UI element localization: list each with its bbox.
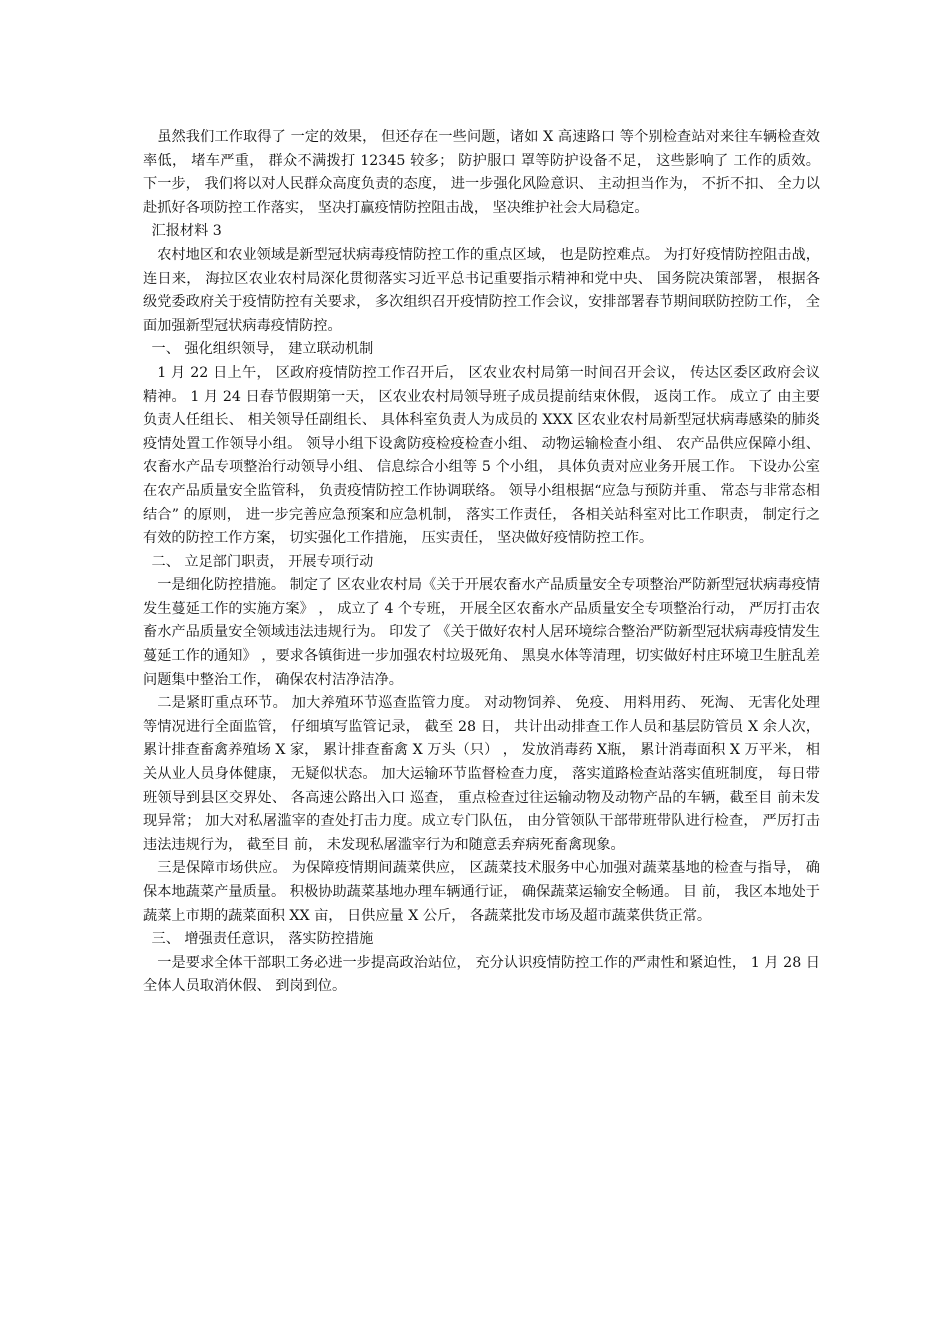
paragraph-measures-3: 三是保障市场供应。 为保障疫情期间蔬菜供应， 区蔬菜技术服务中心加强对蔬菜基地的检查与指导， 确保本地蔬菜产量质量。 积极协助蔬菜基地办理车辆通行证， 确保蔬菜运输安全畅通。 目 前， 我区本地处于蔬菜上市期的蔬菜面积 XX 亩， 日供应量 X 公斤， 各蔬菜批发市场及超市蔬菜供货正常。 [143, 860, 820, 924]
paragraph-measures-1: 一是细化防控措施。 制定了 区农业农村局《关于开展农畜水产品质量安全专项整治严防新型冠状病毒疫情发生蔓延工作的实施方案》 ， 成立了 4 个专班， 开展全区农畜水产品质量安全专项整治行动， 严厉打击农畜水产品质量安全领域违法违规行为。 印发了 《关于做好农村人居环境综合整治严防新型冠状病毒疫情发生蔓延工作的通知》 ，要求各镇街进一步加强农村垃圾死角、 黑臭水体等清理，切实做好村庄环境卫生脏乱差问题集中整治工作， 确保农村洁净洁净。 [143, 577, 820, 688]
document-body [143, 126, 820, 999]
heading-section-2: 二、 立足部门职责， 开展专项行动 [151, 553, 374, 570]
paragraph-section-1: 1 月 22 日上午， 区政府疫情防控工作召开后， 区农业农村局第一时间召开会议， 传达区委区政府会议精神。 1 月 24 日春节假期第一天， 区农业农村局领导班子成员提前结束休假， 返岗工作。 成立了 由主要负责人任组长、 相关领导任副组长、 具体科室负责人为成员的 XXX 区农业农村局新型冠状病毒感染的肺炎疫情处置工作领导小组。 领导小组下设禽防疫检疫检查小组、 动物运输检查小组、 农产品供应保障小组、 农畜水产品专项整治行动领导小组、 信息综合小组等 5 个小组， 具体负责对应业务开展工作。 下设办公室在农产品质量安全监管科， 负责疫情防控工作协调联络。 领导小组根据“应急与预防并重、 常态与非常态相结合” 的原则， 进一步完善应急预案和应急机制， 落实工作责任， 各相关站科室对比工作职责， 制定行之有效的防控工作方案， 切实强化工作措施， 压实责任， 坚决做好疫情防控工作。 [143, 364, 820, 547]
paragraph-shortcomings: 虽然我们工作取得了 一定的效果， 但还存在一些问题，诸如 X 高速路口 等个别检查站对来往车辆检查效率低， 堵车严重， 群众不满拨打 12345 较多； 防护服口 罩等防护设备不足， 这些影响了 工作的质效。 下一步， 我们将以对人民群众高度负责的态度， 进一步强化风险意识、 主动担当作为， 不折不扣、 全力以赴抓好各项防控工作落实， 坚决打赢疫情防控阻击战， 坚决维护社会大局稳定。 [143, 129, 820, 216]
section-title-report-3: 汇报材料 3 [151, 223, 222, 240]
paragraph-section-3: 一是要求全体干部职工务必进一步提高政治站位， 充分认识疫情防控工作的严肃性和紧迫性， 1 月 28 日全体人员取消休假、 到岗到位。 [143, 954, 820, 995]
paragraph-intro: 农村地区和农业领域是新型冠状病毒疫情防控工作的重点区域， 也是防控难点。 为打好疫情防控阻击战， 连日来， 海拉区农业农村局深化贯彻落实习近平总书记重要指示精神和党中央、 国务院决策部署， 根据各级党委政府关于疫情防控有关要求， 多次组织召开疫情防控工作会议，安排部署春节期间联防控防工作， 全面加强新型冠状病毒疫情防控。 [143, 246, 820, 334]
heading-section-1: 一、 强化组织领导， 建立联动机制 [151, 341, 374, 358]
paragraph-measures-2: 二是紧盯重点环节。 加大养殖环节巡查监管力度。 对动物饲养、 免疫、 用料用药、 死淘、 无害化处理等情况进行全面监管， 仔细填写监管记录， 截至 28 日， 共计出动排查工作人员和基层防管员 X 余人次， 累计排查畜禽养殖场 X 家， 累计排查畜禽 X 万头（只） ， 发放消毒药 X瓶， 累计消毒面积 X 万平米， 相关从业人员身体健康， 无疑似状态。 加大运输环节监督检查力度， 落实道路检查站落实值班制度， 每日带班领导到县区交界处、 各高速公路出入口 巡查， 重点检查过往运输动物及动物产品的车辆，截至目 前未发现异常； 加大对私屠滥宰的查处打击力度。成立专门队伍， 由分管领队干部带班带队进行检查， 严厉打击违法违规行为， 截至目 前， 未发现私屠滥宰行为和随意丢弃病死畜禽现象。 [143, 695, 820, 853]
heading-section-3: 三、 增强责任意识， 落实防控措施 [151, 931, 374, 948]
